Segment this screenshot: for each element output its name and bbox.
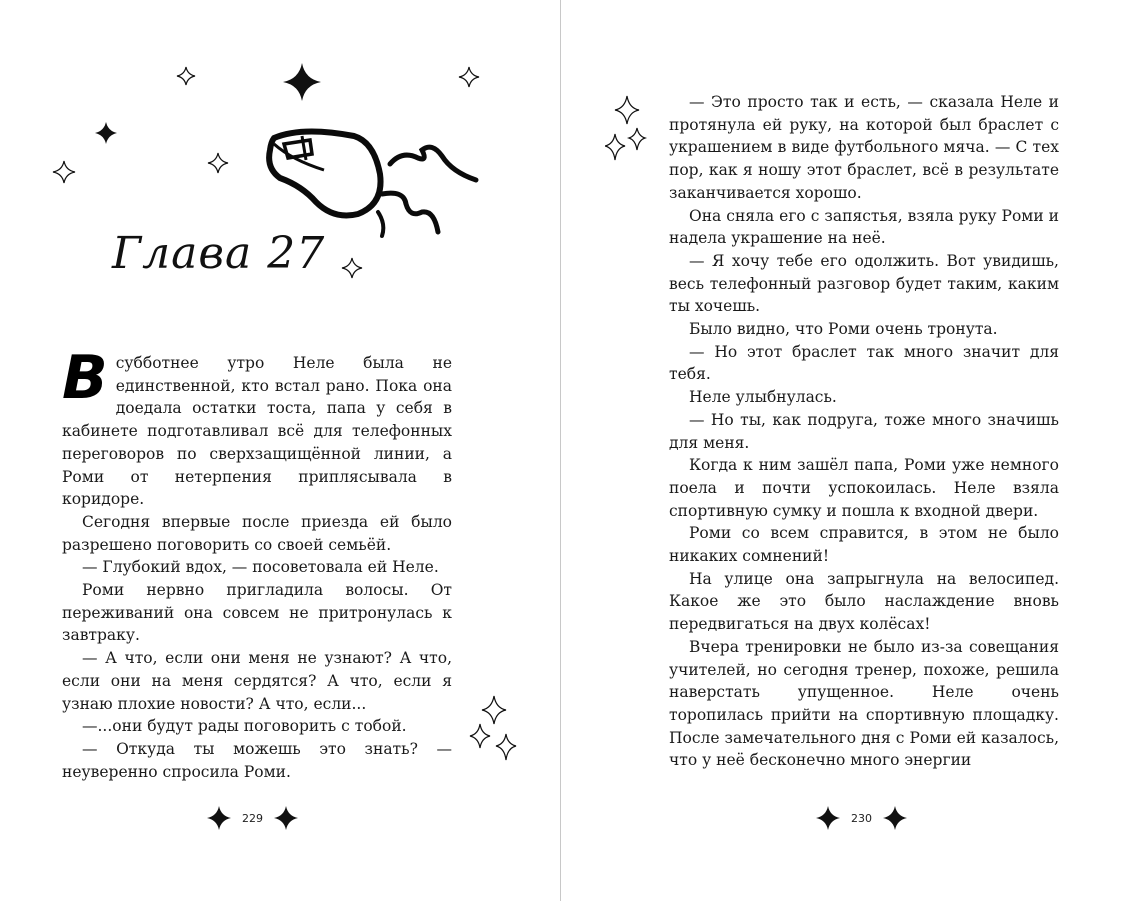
paragraph: — Глубокий вдох, — посоветовала ей Неле. [82,558,439,577]
paragraph: — А что, если они меня не узнают? А что, если они на меня сердятся? А что, если я узнаю плохие новости? А что, если... [62,649,452,713]
paragraph: Она сняла его с запястья, взяла руку Роми и надела украшение на неё. [669,206,1059,248]
paragraph: Роми нервно пригладила волосы. От переживаний она совсем не притронулась к завтраку. [62,581,452,645]
paragraph: — Откуда ты можешь это знать? — неуверенно спросила Роми. [62,739,452,781]
star-outline-icon [207,152,229,174]
left-page-text [62,343,452,783]
paragraph: Роми со всем справится, в этом не было никаких сомнений! [669,524,1059,566]
paragraph: Когда к ним зашёл папа, Роми уже немного поела и почти успокоилась. Неле взяла спортивную сумку и пошла к входной двери. [669,456,1059,520]
drop-cap: В [62,343,108,413]
paragraph: —...они будут рады поговорить с тобой. [82,717,407,736]
paragraph: Всубботнее утро Неле была не единственной, кто встал рано. Пока она доедала остатки тоста, папа у себя в кабинете подготавливал всё для телефонных переговоров по сверхзащищённой линии, а Роми от нетерпения приплясывала в коридоре. [62,343,452,509]
right-page-text [669,91,1059,772]
paragraph: На улице она запрыгнула на велосипед. Какое же это было наслаждение вновь передвигаться на двух колёсах! [669,569,1059,634]
sparkle-icon [282,62,322,102]
paragraph: Было видно, что Роми очень тронута. [689,320,998,339]
page-footer [815,805,908,831]
star-outline-icon [176,66,196,86]
sparkle-icon [273,805,299,831]
sparkle-cluster-icon [468,694,520,764]
chapter-title: Глава 27 [112,228,326,279]
sparkle-icon [815,805,841,831]
right-page [561,0,1122,901]
paragraph: Вчера тренировки не было из-за совещания учителей, но сегодня тренер, похоже, решила наверстать упущенное. Неле очень торопилась прийти на спортивную площадку. После замечательного дня с Роми ей казалось, что у неё бесконечно много энергии [669,637,1059,770]
whistle-icon [262,120,486,244]
sparkle-icon [94,121,118,145]
paragraph: — Я хочу тебе его одолжить. Вот увидишь, весь телефонный разговор будет таким, каким ты хочешь. [669,251,1059,316]
left-page [0,0,560,901]
paragraph: — Это просто так и есть, — сказала Неле и протянула ей руку, на которой был браслет с украшением в виде футбольного мяча. — С тех пор, как я ношу этот браслет, всё в результате заканчивается хорошо. [669,93,1059,202]
page-footer [206,805,299,831]
page-number: 230 [851,811,872,825]
sparkle-cluster-icon [605,94,649,166]
paragraph: — Но ты, как подруга, тоже много значишь для меня. [669,410,1059,452]
paragraph: Сегодня впервые после приезда ей было разрешено поговорить со своей семьёй. [62,512,452,554]
sparkle-icon [206,805,232,831]
sparkle-icon [882,805,908,831]
page-number: 229 [242,811,263,825]
paragraph: Неле улыбнулась. [689,388,837,407]
star-outline-icon [341,257,363,279]
star-outline-icon [52,160,76,184]
paragraph: — Но этот браслет так много значит для тебя. [669,342,1059,384]
star-outline-icon [458,66,480,88]
